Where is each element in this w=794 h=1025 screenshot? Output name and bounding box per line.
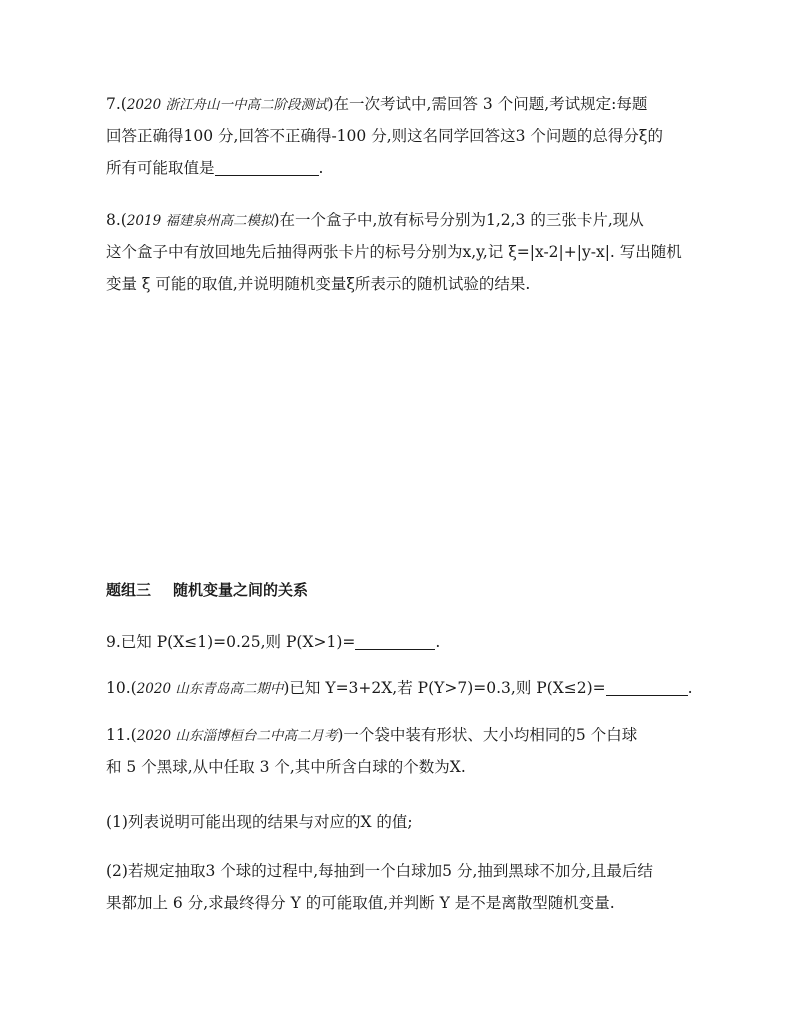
question-11-part-2 — [106, 855, 696, 919]
answer-blank[interactable] — [606, 677, 688, 696]
section-heading — [106, 574, 696, 606]
question-7-source: 2020 浙江舟山一中高二阶段测试 — [126, 97, 328, 113]
question-8-line-3: 变量 ξ 可能的取值,并说明随机变量ξ所表示的随机试验的结果. — [106, 275, 531, 293]
question-7-text-end: 所有可能取值是 — [106, 159, 215, 177]
question-11-part-1-text: (1)列表说明可能出现的结果与对应的X 的值; — [106, 813, 413, 831]
question-8-number: 8.( — [106, 211, 127, 229]
question-7-period: . — [318, 159, 324, 177]
question-8-line-1 — [106, 204, 696, 236]
section-label: 题组三 — [106, 581, 152, 599]
answer-blank[interactable] — [355, 631, 435, 650]
question-9-period: . — [435, 633, 441, 651]
question-10-text: )已知 Y=3+2X,若 P(Y>7)=0.3,则 P(X≤2)= — [283, 679, 606, 697]
question-11-part-2-line-2: 果都加上 6 分,求最终得分 Y 的可能取值,并判断 Y 是不是离散型随机变量. — [106, 894, 615, 912]
question-11-part-2-line-1: (2)若规定抽取3 个球的过程中,每抽到一个白球加5 分,抽到黑球不加分,且最后结 — [106, 862, 653, 880]
question-11-number: 11.( — [106, 726, 137, 744]
question-8-text: )在一个盒子中,放有标号分别为1,2,3 的三张卡片,现从 — [273, 211, 644, 229]
question-11-line-1 — [106, 719, 696, 751]
question-11 — [106, 719, 696, 783]
answer-blank[interactable] — [215, 157, 319, 176]
question-10 — [106, 672, 696, 704]
question-10-period: . — [687, 679, 693, 697]
question-7-number: 7.( — [106, 95, 127, 113]
question-8 — [106, 204, 696, 300]
question-7-line-1 — [106, 88, 696, 120]
question-11-line-2: 和 5 个黑球,从中任取 3 个,其中所含白球的个数为X. — [106, 758, 466, 776]
question-10-number: 10.( — [106, 679, 137, 697]
question-9 — [106, 626, 696, 658]
question-9-text: 9.已知 P(X≤1)=0.25,则 P(X>1)= — [106, 633, 356, 651]
question-8-source: 2019 福建泉州高二模拟 — [126, 213, 274, 229]
question-7-text: )在一次考试中,需回答 3 个问题,考试规定:每题 — [327, 95, 648, 113]
question-8-line-2: 这个盒子中有放回地先后抽得两张卡片的标号分别为x,y,记 ξ=|x-2|+|y-x|. 写出随机 — [106, 243, 682, 261]
question-11-part-1 — [106, 806, 696, 838]
question-7-line-3 — [106, 152, 696, 184]
question-11-text: )一个袋中装有形状、大小均相同的5 个白球 — [337, 726, 638, 744]
question-7 — [106, 88, 696, 184]
question-7-line-2: 回答正确得100 分,回答不正确得-100 分,则这名同学回答这3 个问题的总得分ξ的 — [106, 127, 663, 145]
question-10-source: 2020 山东青岛高二期中 — [136, 681, 284, 697]
question-11-source: 2020 山东淄博桓台二中高二月考 — [136, 728, 338, 744]
section-title: 随机变量之间的关系 — [173, 581, 309, 599]
